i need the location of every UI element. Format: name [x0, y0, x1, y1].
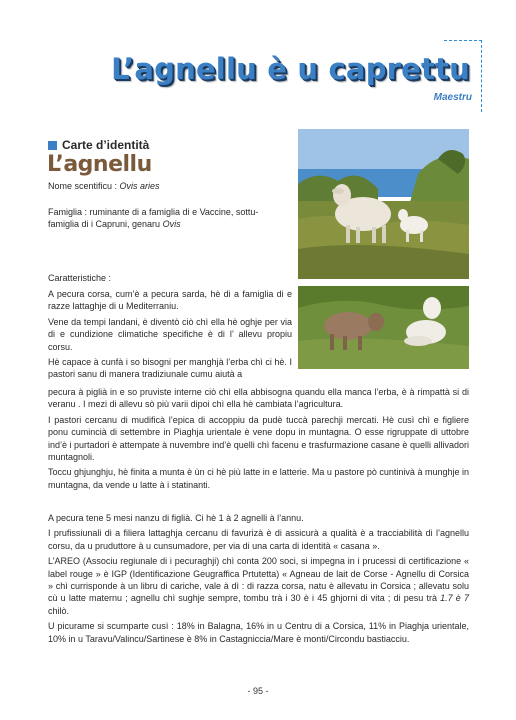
family-label: Famiglia :: [48, 207, 88, 217]
photo-lambs-on-grass: [298, 286, 469, 369]
family-text: ruminante di a famiglia di e Vaccine, sottu-famiglia di i Capruni, genaru: [48, 207, 259, 230]
photo-ewe-and-lamb: [298, 129, 469, 279]
paragraph: A pecura tene 5 mesi nanzu di figlià. Ci hè 1 à 2 agnelli à l’annu.: [48, 513, 304, 523]
paragraph: U picurame si scumparte cusì : 18% in Balagna, 16% in u Centru di a Corsica, 11% in Piaghja urientale, 10% in u Taravu/Valincu/Sartinese è 8% in Castagniccia/Mare è monti/Circondu bastiacciu.: [48, 621, 469, 644]
characteristics-column: [48, 288, 292, 381]
animal-name: L’agnellu: [47, 152, 152, 177]
scientific-value: Ovis aries: [119, 181, 160, 191]
paragraph: L’AREO (Associu regiunale di i pecuraghji) chì conta 200 soci, si impegna in i prucessi di certificazione « label rouge » è IGP (Identificazione Geugraffica Prtutetta) « Agneau de lait de Corse - Agnellu di Corsica » chì currisponde à un libru di cariche, vale à dì : di razza corsa, natu è allevatu in Corsica ; allevatu solu cù u latte maternu ; agnellu chì sughje sempre, tombu trà i 30 è i 45 ghjorni di vita ; di pesu trà 1.7 è 7 chilò.: [48, 556, 469, 616]
section-heading: [48, 138, 149, 152]
page-title: L’agnellu è u caprettu: [111, 52, 470, 86]
paragraph: A pecura corsa, cum’è a pecura sarda, hè di a famiglia di e razze lattaghje di u Mediterraniu.: [48, 289, 292, 312]
family-genus: Ovis: [162, 219, 181, 230]
scientific-label: Nome scentificu :: [48, 181, 118, 191]
family-block: [48, 206, 280, 231]
author-name: Maestru: [433, 92, 472, 103]
paragraph: I prufissiunali di a filiera lattaghja cercanu di favurizà è di assicurà a qualità è a tracciabilità di l’agnellu corsu, da u pruduttore à u cunsumadore, per via di una carta di identità « casana ».: [48, 528, 469, 551]
characteristics-full: [48, 386, 469, 494]
scientific-name: [48, 180, 288, 192]
info-block: [48, 512, 469, 648]
paragraph: pecura à piglià in e so pruviste interne ciò chì ella abbisogna quandu ella manca l’erba, è à rimpattà si di veranu . I mezi di allevu sò più varii dipoi chì ella hè cambiata l’agricultura.: [48, 387, 469, 410]
corner-decoration-right: [481, 40, 482, 112]
paragraph: I pastori cercanu di mudificà l’epica di accoppiu da pudè tuccà parechji mercati. Hè cusì chì e figliere ponu cumincià di settembre in Piaghja urientale è vene dopu in muntagna. O esse rigruppate di uttobre ind’è i purtadori è attempate à nuvembre ind’è quelli chì facenu e trasfurmazione casane è quelli allivadori muntagnoli.: [48, 414, 469, 463]
page-number: - 95 -: [247, 686, 269, 696]
section-heading-text: Carte d’identità: [62, 138, 150, 152]
paragraph: Hè capace à cunfà i so bisogni per manghjà l’erba chì ci hè. I pastori sanu di manera tradiziunale cumu aiutà a: [48, 357, 292, 380]
paragraph: Vene da tempi landani, è diventò ciò chì ella hè oghje per via di e cundizione climatiche specifiche è di l’ allevu propiu corsu.: [48, 316, 292, 352]
square-bullet-icon: [48, 141, 57, 150]
corner-decoration-top: [444, 40, 482, 41]
paragraph: Toccu ghjunghju, hè finita a munta è ùn ci hè più latte in e latterie. Ma u pastore pò cuntinivà à munghje in muntagna, da vende u latte à i statinanti.: [48, 467, 469, 490]
characteristics-label: Caratteristiche :: [48, 273, 112, 283]
